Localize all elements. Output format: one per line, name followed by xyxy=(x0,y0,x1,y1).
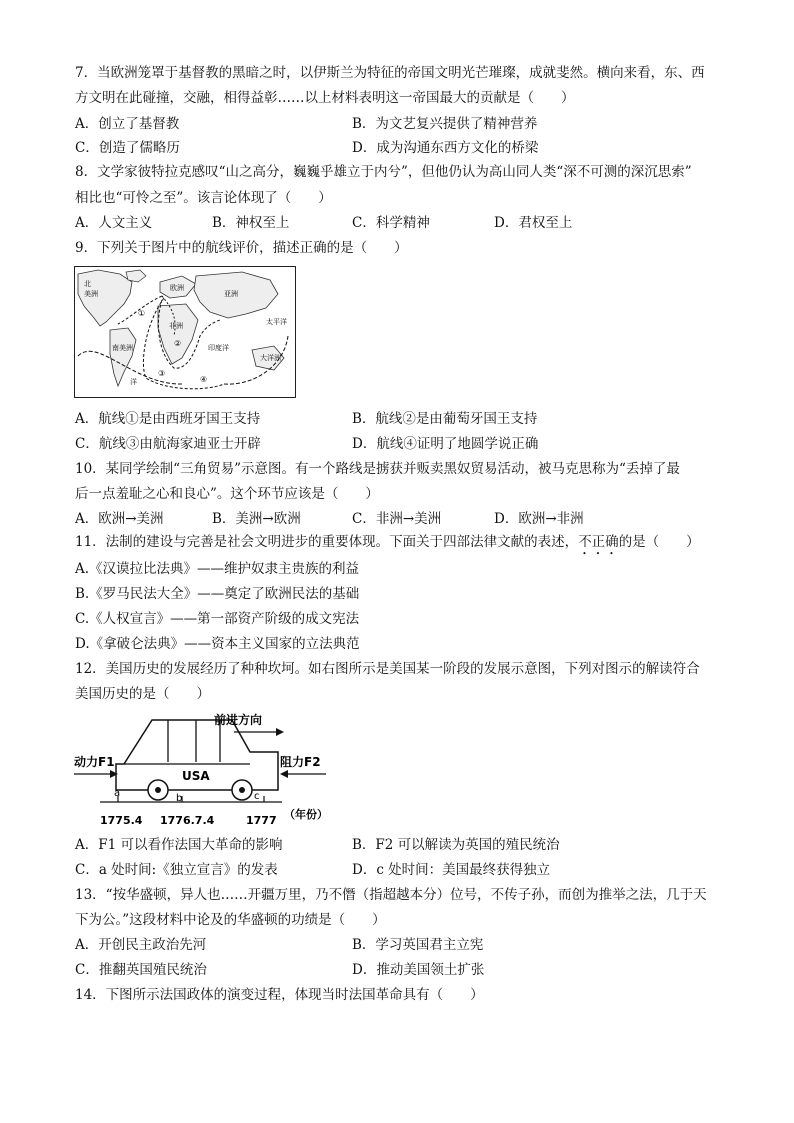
q8-option-a: A．人文主义 xyxy=(75,215,153,231)
q11-option-d: D.《拿破仑法典》——资本主义国家的立法典范 xyxy=(75,636,360,652)
q13-option-b: B．学习英国君主立宪 xyxy=(352,937,484,953)
map-label-pacific: 太平洋 xyxy=(266,318,287,326)
date-1: 1775.4 xyxy=(100,814,143,827)
q10-option-d: D．欧洲→非洲 xyxy=(494,511,584,527)
q8-stem-line1: 8．文学家彼特拉克感叹“山之高分，巍巍乎雄立于内兮”，但他仍认为高山同人类“深不可测的深沉思索” xyxy=(75,164,692,180)
q13-option-d: D．推动美国领土扩张 xyxy=(352,962,485,978)
q11-stem-pre: 11．法制的建设与完善是社会文明进步的重要体现。下面关于四部法律文献的表述， xyxy=(75,534,579,550)
map-label-africa: 非洲 xyxy=(169,322,183,330)
usa-car-diagram xyxy=(72,706,344,830)
year-unit: （年份） xyxy=(284,808,328,821)
q12-option-d: D．c 处时间：美国最终获得独立 xyxy=(352,862,551,878)
q12-option-b: B．F2 可以解读为英国的殖民统治 xyxy=(352,837,560,853)
q8-option-c: C．科学精神 xyxy=(352,215,430,231)
world-route-map xyxy=(74,266,296,398)
q10-stem-line2: 后一点羞耻之心和良心”。这个环节应该是（ ） xyxy=(75,486,379,502)
q13-option-c: C．推翻英国殖民统治 xyxy=(75,962,207,978)
q7-stem-line1: 7．当欧洲笼罩于基督教的黑暗之时，以伊斯兰为特征的帝国文明光芒璀璨，成就斐然。横向来看，东、西 xyxy=(75,65,705,81)
map-label-north: 北 xyxy=(84,280,91,288)
route-label-3: ③ xyxy=(158,369,166,378)
map-label-europe: 欧洲 xyxy=(170,284,184,292)
q11-option-b: B.《罗马民法大全》——奠定了欧洲民法的基础 xyxy=(75,586,360,602)
q7-option-b: B．为文艺复兴提供了精神营养 xyxy=(352,116,538,132)
map-label-ocean: 洋 xyxy=(130,378,137,386)
q11-stem-emphasis: 不正确 xyxy=(578,534,619,550)
route-label-4: ④ xyxy=(200,375,208,384)
q13-option-a: A．开创民主政治先河 xyxy=(75,937,207,953)
q11-option-c: C.《人权宣言》——第一部资产阶级的成文宪法 xyxy=(75,611,360,627)
q12-option-c: C．a 处时间:《独立宣言》的发表 xyxy=(75,862,278,878)
car-label: USA xyxy=(182,769,210,783)
point-b: b xyxy=(176,793,183,804)
q13-stem-line1: 13．“按华盛顿，异人也……开疆万里，乃不僭（指超越本分）位号，不传子孙，而创为推举之法，几于天 xyxy=(75,887,707,903)
q9-option-c: C．航线③由航海家迪亚士开辟 xyxy=(75,436,261,452)
q8-option-b: B．神权至上 xyxy=(212,215,290,231)
q9-stem: 9．下列关于图片中的航线评价，描述正确的是（ ） xyxy=(75,240,408,256)
force-f1-label: 动力F1 xyxy=(74,755,115,769)
q7-option-c: C．创造了儒略历 xyxy=(75,140,180,156)
route-label-2: ② xyxy=(174,339,182,348)
map-label-indian-ocean: 印度洋 xyxy=(208,344,229,352)
q9-option-b: B．航线②是由葡萄牙国王支持 xyxy=(352,411,538,427)
q7-stem-line2: 方文明在此碰撞，交融，相得益彰……以上材料表明这一帝国最大的贡献是（ ） xyxy=(75,90,575,106)
q10-option-b: B．美洲→欧洲 xyxy=(212,511,301,527)
q12-option-a: A．F1 可以看作法国大革命的影响 xyxy=(75,837,283,853)
q7-option-d: D．成为沟通东西方文化的桥梁 xyxy=(352,140,539,156)
map-label-south-america: 南美洲 xyxy=(112,344,133,352)
q12-stem-line2: 美国历史的是（ ） xyxy=(75,686,210,702)
q11-stem-post: 的是（ ） xyxy=(618,534,700,550)
q11-option-a: A.《汉谟拉比法典》——维护奴隶主贵族的利益 xyxy=(75,561,360,577)
q14-stem: 14．下图所示法国政体的演变过程，体现当时法国革命具有（ ） xyxy=(75,987,484,1003)
point-a: a xyxy=(114,788,121,799)
map-label-america: 美洲 xyxy=(84,290,98,298)
q10-stem-line1: 10．某同学绘制“三角贸易”示意图。有一个路线是掳获并贩卖黑奴贸易活动，被马克思称为“丢掉了最 xyxy=(75,461,680,477)
q8-stem-line2: 相比也“可怜之至”。该言论体现了（ ） xyxy=(75,190,332,206)
point-c: c xyxy=(254,791,260,802)
q12-stem-line1: 12．美国历史的发展经历了种种坎坷。如右图所示是美国某一阶段的发展示意图，下列对图示的解读符合 xyxy=(75,661,700,677)
q10-option-c: C．非洲→美洲 xyxy=(352,511,442,527)
direction-label: 前进方向 xyxy=(214,713,263,727)
force-f2-label: 阻力F2 xyxy=(280,755,321,769)
q9-option-a: A．航线①是由西班牙国王支持 xyxy=(75,411,261,427)
map-label-asia: 亚洲 xyxy=(224,290,238,298)
route-label-1: ① xyxy=(138,309,146,318)
q9-option-d: D．航线④证明了地圆学说正确 xyxy=(352,436,539,452)
q10-option-a: A．欧洲→美洲 xyxy=(75,511,164,527)
date-2: 1776.7.4 xyxy=(160,814,215,827)
date-3: 1777 xyxy=(246,814,277,827)
q13-stem-line2: 下为公。”这段材料中论及的华盛顿的功绩是（ ） xyxy=(75,912,386,928)
q7-option-a: A．创立了基督教 xyxy=(75,116,180,132)
map-label-oceania: 大洋洲 xyxy=(260,354,281,362)
q8-option-d: D．君权至上 xyxy=(494,215,573,231)
q11-stem xyxy=(75,533,700,558)
